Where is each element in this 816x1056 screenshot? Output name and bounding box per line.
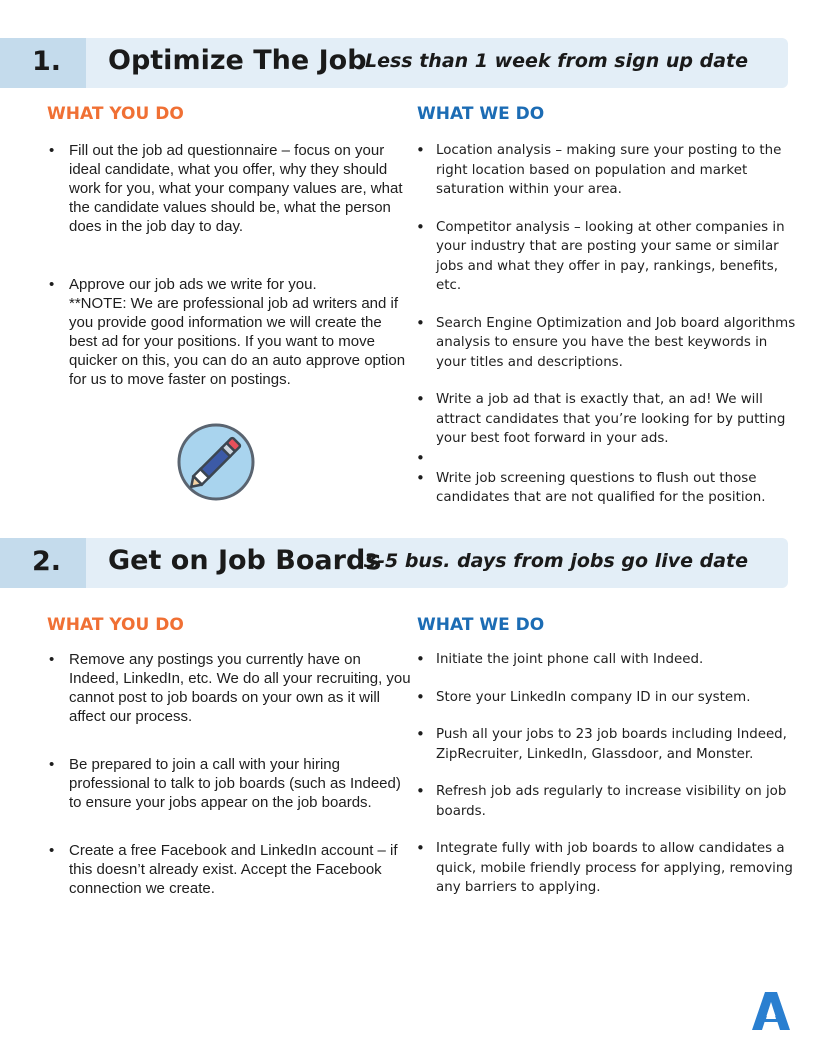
- list-item: • Write job screening questions to flush out those candidates that are not qualified for the position.: [414, 469, 799, 508]
- list-item: • Push all your jobs to 23 job boards including Indeed, ZipRecruiter, LinkedIn, Glassdoor, and Monster.: [414, 725, 799, 764]
- list-item: • Integrate fully with job boards to allow candidates a quick, mobile friendly process for applying, removing any barriers to applying.: [414, 839, 799, 898]
- list-item: • Remove any postings you currently have on Indeed, LinkedIn, etc. We do all your recruiting, you cannot post to job boards on your own as it will affect our process.: [47, 650, 411, 726]
- list-item: • Location analysis – making sure your posting to the right location based on population and market saturation within your area.: [414, 141, 799, 200]
- section1-you-heading: WHAT YOU DO: [47, 104, 184, 124]
- brand-logo-icon: [752, 992, 790, 1030]
- section2-number-box: [0, 538, 86, 588]
- list-item: • Create a free Facebook and LinkedIn account – if this doesn’t already exist. Accept the Facebook connection we create.: [47, 841, 411, 898]
- section1-we-list: [414, 141, 799, 508]
- list-item: [414, 449, 799, 469]
- section1-subtitle: Less than 1 week from sign up date: [364, 50, 748, 72]
- list-item: • Approve our job ads we write for you.: [47, 275, 411, 294]
- section1-title: Optimize The Job: [108, 45, 367, 76]
- list-item: • Search Engine Optimization and Job board algorithms analysis to ensure you have the best keywords in your titles and descriptions.: [414, 314, 799, 373]
- list-item: • Refresh job ads regularly to increase visibility on job boards.: [414, 782, 799, 821]
- section1-number: 1.: [32, 46, 62, 77]
- section2-title: Get on Job Boards: [108, 545, 382, 576]
- section1-header: [0, 38, 788, 88]
- pencil-icon: [176, 422, 256, 502]
- section2-subtitle: 3-5 bus. days from jobs go live date: [363, 550, 748, 572]
- section2-we-list: [414, 650, 799, 898]
- section2-number: 2.: [32, 546, 62, 577]
- list-item: • Initiate the joint phone call with Indeed.: [414, 650, 799, 670]
- section2-you-heading: WHAT YOU DO: [47, 615, 184, 635]
- section1-you-list: [47, 141, 411, 294]
- section2-you-list: [47, 650, 411, 898]
- list-item: • Competitor analysis – looking at other companies in your industry that are posting your same or similar jobs and what they offer in pay, rankings, benefits, etc.: [414, 218, 799, 296]
- section2-we-heading: WHAT WE DO: [417, 615, 545, 635]
- list-item: • Fill out the job ad questionnaire – focus on your ideal candidate, what you offer, why they should work for you, what your company values are, what the candidate values should be, what the person does in the job day to day.: [47, 141, 411, 236]
- section1-note: **NOTE: We are professional job ad writers and if you provide good information we will create the best ad for your positions. If you want to move quicker on this, you can do an auto approve option for us to move faster on postings.: [69, 295, 406, 388]
- section1-we-heading: WHAT WE DO: [417, 104, 545, 124]
- list-item: • Store your LinkedIn company ID in our system.: [414, 688, 799, 708]
- section2-header: [0, 538, 788, 588]
- list-item: • Write a job ad that is exactly that, an ad! We will attract candidates that you’re looking for by putting your best foot forward in your ads.: [414, 390, 799, 449]
- section1-number-box: [0, 38, 86, 88]
- list-item: • Be prepared to join a call with your hiring professional to talk to job boards (such as Indeed) to ensure your jobs appear on the job boards.: [47, 755, 411, 812]
